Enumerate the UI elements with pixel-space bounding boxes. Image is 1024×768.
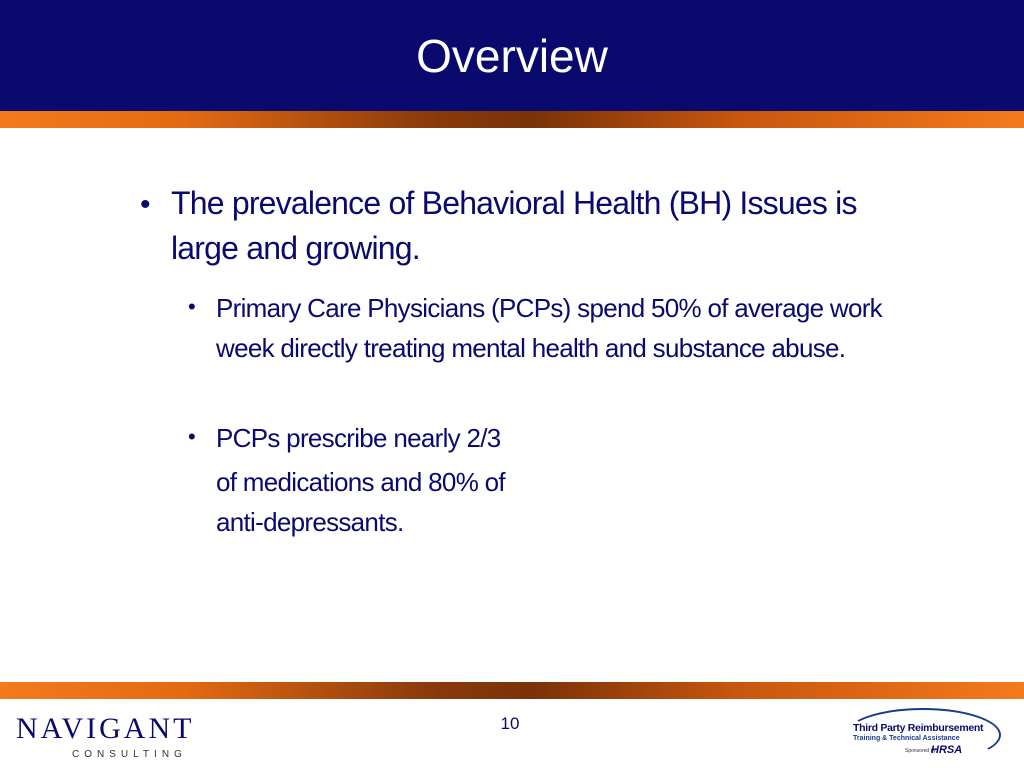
- sub-bullet-line-3: anti-depressants.: [216, 507, 404, 537]
- sub-bullet-line-1: PCPs prescribe nearly 2/3: [216, 423, 501, 453]
- sub-bullet-pcp-prescribe: [188, 418, 928, 542]
- sub-bullet-line-2: of medications and 80% of: [216, 467, 505, 497]
- sub-bullet-text: Primary Care Physicians (PCPs) spend 50% of average work week directly treating mental health and substance abuse.: [216, 293, 882, 363]
- bullet-dot-icon: •: [140, 188, 151, 221]
- tpr-sponsor-label: Sponsored by: [905, 748, 936, 754]
- bullet-dot-icon: •: [188, 424, 196, 449]
- bottom-accent-stripe: [0, 682, 1024, 699]
- slide-title: Overview: [416, 30, 608, 82]
- bullet-dot-icon: •: [188, 294, 196, 319]
- bullet-main: [140, 181, 930, 271]
- tpr-title: Third Party Reimbursement: [853, 722, 984, 734]
- navigant-tagline: CONSULTING: [72, 749, 187, 760]
- hrsa-logo: HRSA: [931, 744, 963, 756]
- tpr-subtitle: Training & Technical Assistance: [853, 735, 960, 742]
- sub-bullet-text: [216, 418, 928, 542]
- navigant-wordmark: NAVIGANT: [16, 712, 195, 745]
- navigant-logo: [16, 712, 195, 760]
- sub-bullet-pcp-time: [188, 288, 928, 368]
- bullet-main-text: The prevalence of Behavioral Health (BH) Issues is large and growing.: [171, 185, 857, 266]
- third-party-reimbursement-logo: [845, 704, 1005, 764]
- page-number: 10: [500, 714, 520, 733]
